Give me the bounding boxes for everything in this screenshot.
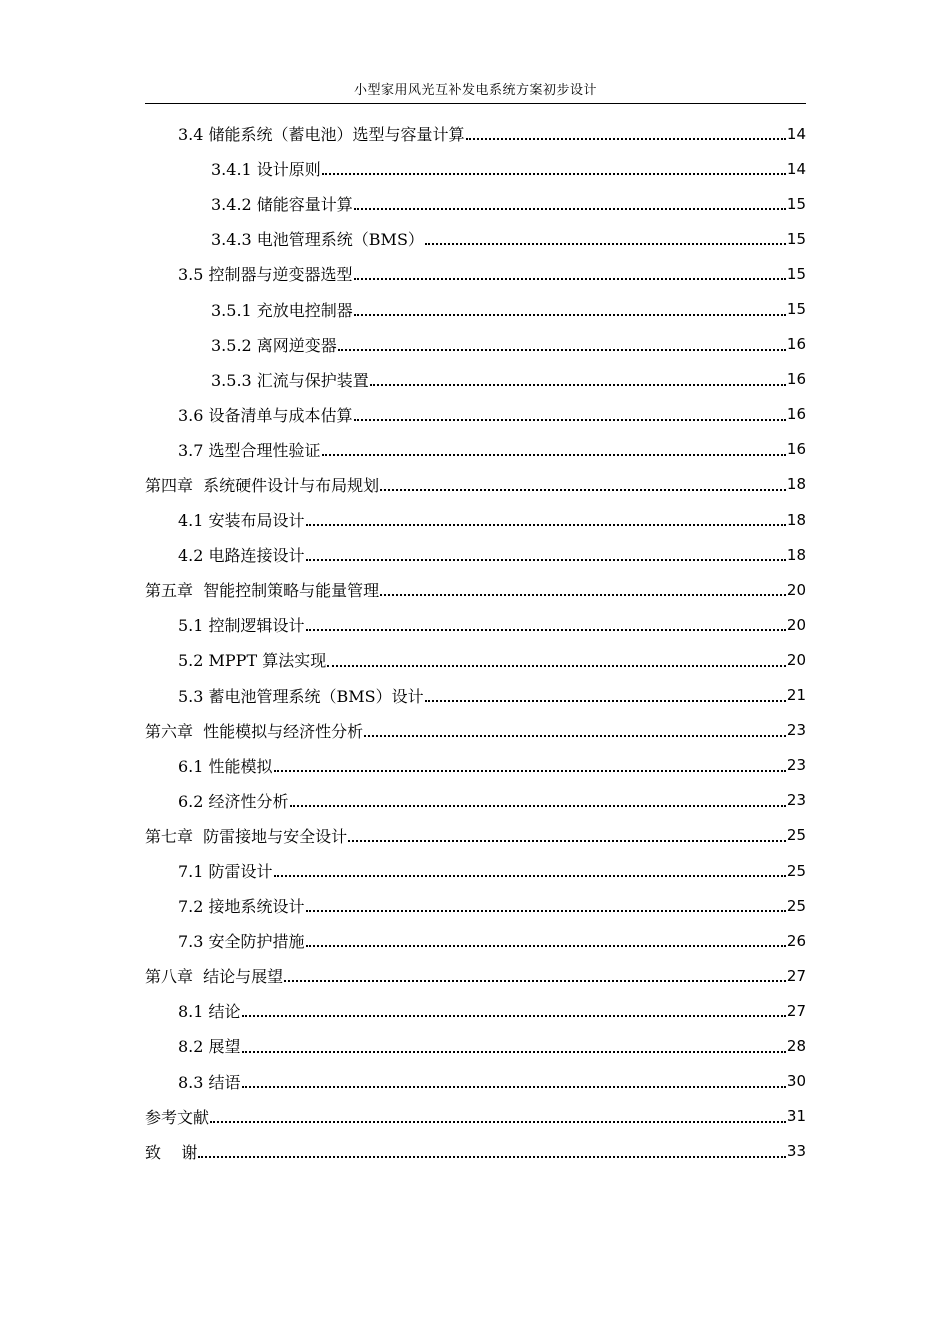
toc-entry-title: 3.4.3 电池管理系统（BMS） (211, 230, 424, 250)
toc-entry-title: 3.5.3 汇流与保护装置 (211, 370, 369, 390)
toc-entry-page-number: 30 (786, 1072, 806, 1091)
toc-entry-title: 8.2 展望 (178, 1037, 241, 1057)
toc-entry-page-number: 31 (786, 1107, 806, 1126)
toc-entry[interactable] (145, 291, 806, 326)
toc-entry-title: 第八章 结论与展望 (145, 967, 284, 987)
toc-dot-leader (327, 665, 786, 667)
toc-entry-title: 3.7 选型合理性验证 (178, 440, 321, 460)
toc-dot-leader (306, 524, 786, 526)
toc-entry-page-number: 21 (786, 686, 806, 705)
toc-dot-leader (290, 805, 786, 807)
toc-entry-page-number: 20 (786, 580, 806, 599)
toc-dot-leader (364, 735, 786, 737)
toc-dot-leader (242, 1086, 786, 1088)
toc-dot-leader (306, 910, 786, 912)
toc-entry-title: 3.5 控制器与逆变器选型 (178, 265, 353, 285)
toc-entry-page-number: 20 (786, 615, 806, 634)
toc-entry[interactable] (145, 818, 806, 853)
toc-dot-leader (380, 489, 786, 491)
toc-entry[interactable] (145, 678, 806, 713)
toc-dot-leader (380, 594, 786, 596)
toc-entry[interactable] (145, 783, 806, 818)
header-rule (145, 103, 806, 104)
toc-entry[interactable] (145, 221, 806, 256)
toc-entry-title: 7.3 安全防护措施 (178, 932, 305, 952)
toc-entry-title: 6.2 经济性分析 (178, 791, 289, 811)
toc-entry-page-number: 33 (786, 1142, 806, 1161)
toc-entry-page-number: 25 (786, 896, 806, 915)
toc-entry-title: 第四章 系统硬件设计与布局规划 (145, 475, 380, 495)
toc-entry[interactable] (145, 993, 806, 1028)
toc-entry-title: 第六章 性能模拟与经济性分析 (145, 721, 364, 741)
toc-entry-title: 3.4.2 储能容量计算 (211, 195, 353, 215)
toc-dot-leader (348, 840, 786, 842)
toc-entry-page-number: 18 (786, 545, 806, 564)
toc-dot-leader (425, 243, 786, 245)
toc-entry-page-number: 18 (786, 475, 806, 494)
toc-dot-leader (198, 1156, 786, 1158)
page-header-title: 小型家用风光互补发电系统方案初步设计 (353, 83, 597, 98)
toc-entry-page-number: 25 (786, 826, 806, 845)
toc-entry-page-number: 20 (786, 650, 806, 669)
toc-dot-leader (306, 945, 786, 947)
toc-dot-leader (466, 138, 786, 140)
toc-entry-title: 第五章 智能控制策略与能量管理 (145, 581, 380, 601)
toc-entry-title: 第七章 防雷接地与安全设计 (145, 826, 348, 846)
toc-entry-title: 4.1 安装布局设计 (178, 511, 305, 531)
toc-dot-leader (370, 384, 786, 386)
toc-dot-leader (242, 1015, 786, 1017)
toc-entry-title: 4.2 电路连接设计 (178, 546, 305, 566)
toc-dot-leader (274, 875, 786, 877)
toc-entry[interactable] (145, 572, 806, 607)
toc-entry-page-number: 16 (786, 440, 806, 459)
toc-entry-title: 3.4 储能系统（蓄电池）选型与容量计算 (178, 125, 465, 145)
toc-dot-leader (322, 173, 786, 175)
toc-dot-leader (425, 700, 786, 702)
toc-entry[interactable] (145, 327, 806, 362)
toc-entry-page-number: 26 (786, 931, 806, 950)
toc-entry-title: 3.6 设备清单与成本估算 (178, 405, 353, 425)
toc-dot-leader (354, 419, 786, 421)
toc-entry-title: 6.1 性能模拟 (178, 756, 273, 776)
toc-dot-leader (242, 1051, 786, 1053)
toc-entry-title: 5.3 蓄电池管理系统（BMS）设计 (178, 686, 424, 706)
toc-entry-title: 3.5.2 离网逆变器 (211, 335, 337, 355)
toc-dot-leader (210, 1121, 786, 1123)
toc-entry[interactable] (145, 432, 806, 467)
toc-entry-page-number: 16 (786, 335, 806, 354)
toc-entry[interactable] (145, 362, 806, 397)
toc-entry[interactable] (145, 502, 806, 537)
toc-entry-page-number: 15 (786, 229, 806, 248)
toc-entry-page-number: 27 (786, 966, 806, 985)
table-of-contents (145, 116, 806, 1169)
toc-entry[interactable] (145, 186, 806, 221)
toc-entry-page-number: 14 (786, 159, 806, 178)
toc-entry[interactable] (145, 642, 806, 677)
toc-entry[interactable] (145, 1134, 806, 1169)
toc-entry[interactable] (145, 151, 806, 186)
toc-entry-page-number: 23 (786, 721, 806, 740)
toc-entry-page-number: 27 (786, 1001, 806, 1020)
toc-entry[interactable] (145, 1064, 806, 1099)
toc-entry-page-number: 16 (786, 405, 806, 424)
toc-entry-title: 参考文献 (145, 1107, 210, 1127)
toc-entry[interactable] (145, 923, 806, 958)
toc-entry-page-number: 14 (786, 124, 806, 143)
toc-entry-title: 5.2 MPPT 算法实现 (178, 651, 327, 671)
toc-entry-title: 3.5.1 充放电控制器 (211, 300, 353, 320)
toc-entry[interactable] (145, 607, 806, 642)
toc-dot-leader (338, 349, 786, 351)
toc-entry[interactable] (145, 467, 806, 502)
toc-entry-title: 5.1 控制逻辑设计 (178, 616, 305, 636)
toc-entry[interactable] (145, 748, 806, 783)
toc-entry-page-number: 15 (786, 194, 806, 213)
toc-entry-title: 7.2 接地系统设计 (178, 897, 305, 917)
toc-entry-page-number: 28 (786, 1036, 806, 1055)
toc-entry[interactable] (145, 888, 806, 923)
toc-entry-page-number: 18 (786, 510, 806, 529)
toc-dot-leader (306, 629, 786, 631)
toc-entry-title: 7.1 防雷设计 (178, 862, 273, 882)
toc-entry-title: 8.1 结论 (178, 1002, 241, 1022)
toc-entry[interactable] (145, 713, 806, 748)
toc-entry[interactable] (145, 1028, 806, 1063)
toc-entry[interactable] (145, 853, 806, 888)
toc-dot-leader (322, 454, 786, 456)
toc-dot-leader (354, 278, 786, 280)
toc-dot-leader (274, 770, 786, 772)
toc-entry[interactable] (145, 958, 806, 993)
toc-entry-page-number: 23 (786, 791, 806, 810)
toc-entry[interactable] (145, 116, 806, 151)
toc-entry-title: 8.3 结语 (178, 1072, 241, 1092)
toc-dot-leader (306, 559, 786, 561)
toc-entry-page-number: 23 (786, 756, 806, 775)
toc-dot-leader (354, 314, 786, 316)
toc-entry-page-number: 15 (786, 264, 806, 283)
toc-entry-title: 致 谢 (145, 1142, 198, 1162)
toc-entry[interactable] (145, 1099, 806, 1134)
toc-entry[interactable] (145, 256, 806, 291)
toc-entry-page-number: 16 (786, 370, 806, 389)
toc-entry-page-number: 15 (786, 300, 806, 319)
toc-dot-leader (354, 208, 786, 210)
toc-dot-leader (284, 980, 786, 982)
toc-entry[interactable] (145, 397, 806, 432)
toc-entry-page-number: 25 (786, 861, 806, 880)
toc-entry[interactable] (145, 537, 806, 572)
toc-entry-title: 3.4.1 设计原则 (211, 160, 321, 180)
